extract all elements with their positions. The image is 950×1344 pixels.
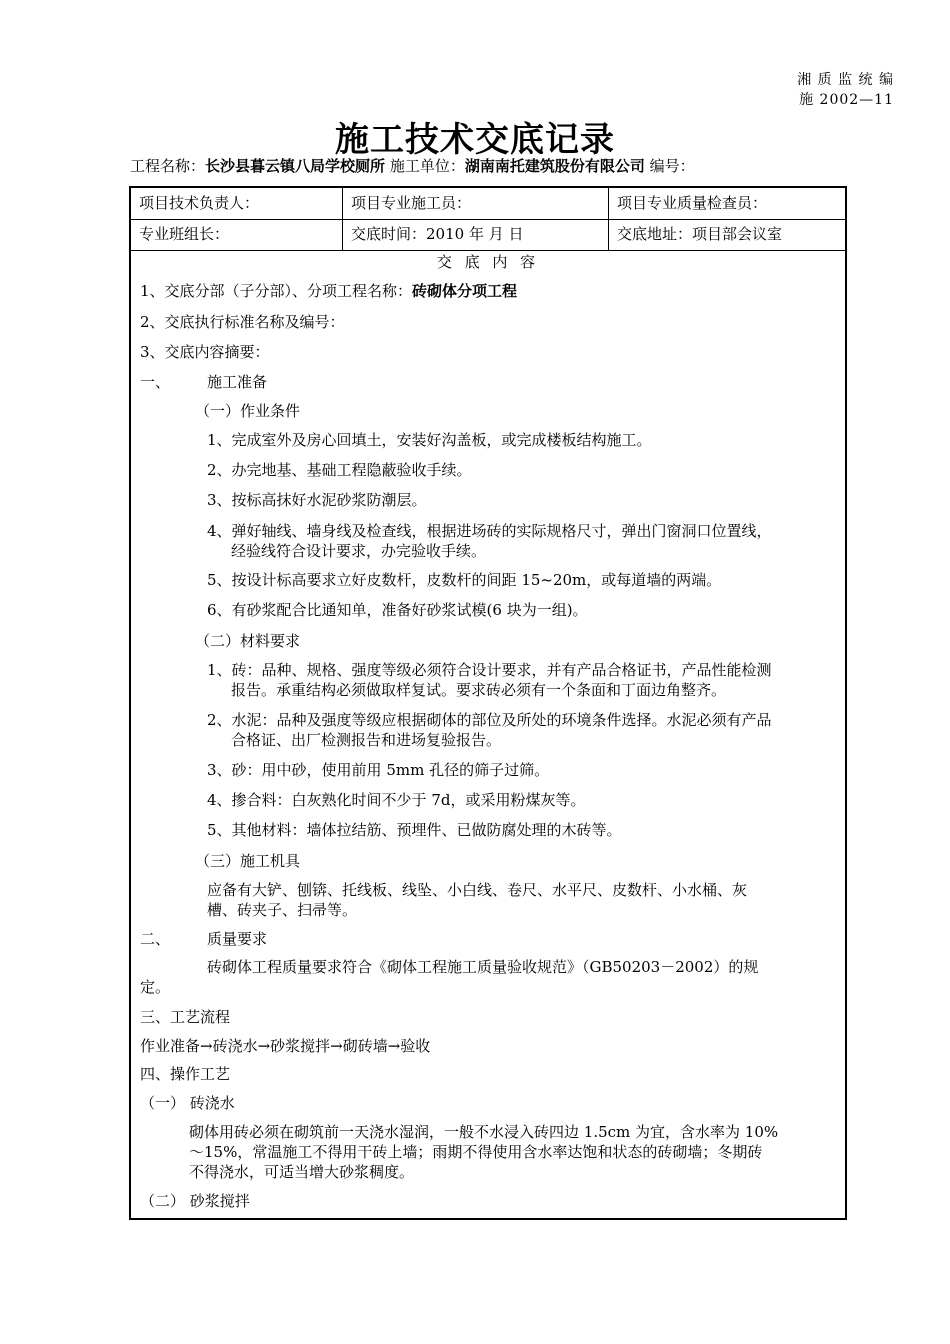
list-item: 2、水泥：品种及强度等级应根据砌体的部位及所处的环境条件选择。水泥必须有产品 — [207, 711, 772, 729]
document-title: 施工技术交底记录 — [335, 120, 615, 160]
construction-staff-cell: 项目专业施工员： — [343, 188, 609, 219]
record-table — [129, 186, 847, 1220]
operation-1-title: （一） 砖浇水 — [140, 1094, 235, 1112]
table-row — [131, 219, 845, 251]
process-flow: 作业准备→砖浇水→砂浆搅拌→砌砖墙→验收 — [140, 1037, 431, 1055]
number-label: 编号： — [649, 157, 695, 175]
tools-text: 槽、砖夹子、扫帚等。 — [207, 901, 358, 919]
content-heading: 交 底 内 容 — [436, 253, 540, 271]
list-item: 4、弹好轴线、墙身线及检查线，根据进场砖的实际规格尺寸，弹出门窗洞口位置线， — [207, 522, 772, 540]
section-2-number: 二、 — [140, 930, 171, 948]
form-code-line2: 施 2002—11 — [799, 92, 894, 108]
operation-1-text: 砌体用砖必须在砌筑前一天浇水湿润，一般不水浸入砖四边 1.5cm 为宜，含水率为 10% — [189, 1123, 779, 1141]
item-1-value: 砖砌体分项工程 — [412, 282, 518, 300]
briefing-location-cell: 交底地址：项目部会议室 — [617, 225, 783, 243]
subsection-title: （二）材料要求 — [195, 632, 301, 650]
unit-label: 施工单位： — [389, 157, 465, 175]
list-item: 1、砖：品种、规格、强度等级必须符合设计要求，并有产品合格证书，产品性能检测 — [207, 661, 772, 679]
list-item: 6、有砂浆配合比通知单，准备好砂浆试模(6 块为一组)。 — [207, 601, 588, 619]
section-2-title: 质量要求 — [207, 930, 268, 948]
quality-text: 定。 — [140, 978, 171, 996]
tech-lead-cell: 项目技术负责人： — [131, 188, 343, 219]
list-item: 5、其他材料：墙体拉结筋、预埋件、已做防腐处理的木砖等。 — [207, 821, 622, 839]
subsection-title: （三）施工机具 — [195, 852, 301, 870]
operation-1-text: ～15%，常温施工不得用干砖上墙；雨期不得使用含水率达饱和状态的砖砌墙；冬期砖 — [189, 1143, 763, 1161]
list-item: 3、按标高抹好水泥砂浆防潮层。 — [207, 491, 427, 509]
section-1-title: 施工准备 — [207, 373, 268, 391]
unit-name: 湖南南托建筑股份有限公司 — [464, 157, 645, 175]
quality-text: 砖砌体工程质量要求符合《砌体工程施工质量验收规范》（GB50203－2002）的规 — [207, 958, 759, 976]
team-leader-cell: 专业班组长： — [131, 219, 343, 250]
list-item-continuation: 经验线符合设计要求，办完验收手续。 — [231, 542, 487, 560]
list-item: 3、砂：用中砂，使用前用 5mm 孔径的筛子过筛。 — [207, 761, 550, 779]
list-item-continuation: 合格证、出厂检测报告和进场复验报告。 — [231, 731, 502, 749]
operation-2-title: （二） 砂浆搅拌 — [140, 1192, 250, 1210]
tools-text: 应备有大铲、刨锛、托线板、线坠、小白线、卷尺、水平尺、皮数杆、小水桶、灰 — [207, 881, 748, 899]
project-name: 长沙县暮云镇八局学校厕所 — [205, 157, 386, 175]
list-item: 4、掺合料：白灰熟化时间不少于 7d，或采用粉煤灰等。 — [207, 791, 586, 809]
quality-inspector-cell: 项目专业质量检查员： — [617, 194, 768, 212]
item-2: 2、交底执行标准名称及编号： — [140, 313, 345, 331]
item-1-label: 1、交底分部（子分部）、分项工程名称： — [140, 282, 413, 300]
list-item-continuation: 报告。承重结构必须做取样复试。要求砖必须有一个条面和丁面边角整齐。 — [231, 681, 727, 699]
form-code-line1: 湘 质 监 统 编 — [797, 72, 894, 88]
briefing-time-cell: 交底时间：2010 年 月 日 — [343, 219, 609, 250]
list-item: 2、办完地基、基础工程隐蔽验收手续。 — [207, 461, 472, 479]
subsection-title: （一）作业条件 — [195, 402, 301, 420]
section-4-title: 四、操作工艺 — [140, 1065, 231, 1083]
section-3-title: 三、工艺流程 — [140, 1008, 231, 1026]
project-label: 工程名称： — [130, 157, 206, 175]
project-info-line — [130, 155, 695, 176]
list-item: 5、按设计标高要求立好皮数杆，皮数杆的间距 15~20m，或每道墙的两端。 — [207, 571, 722, 589]
list-item: 1、完成室外及房心回填土，安装好沟盖板，或完成楼板结构施工。 — [207, 431, 652, 449]
item-1 — [140, 281, 517, 301]
section-1-number: 一、 — [140, 373, 171, 391]
item-3: 3、交底内容摘要： — [140, 343, 270, 361]
table-row — [131, 188, 845, 220]
operation-1-text: 不得浇水，可适当增大砂浆稠度。 — [189, 1163, 415, 1181]
